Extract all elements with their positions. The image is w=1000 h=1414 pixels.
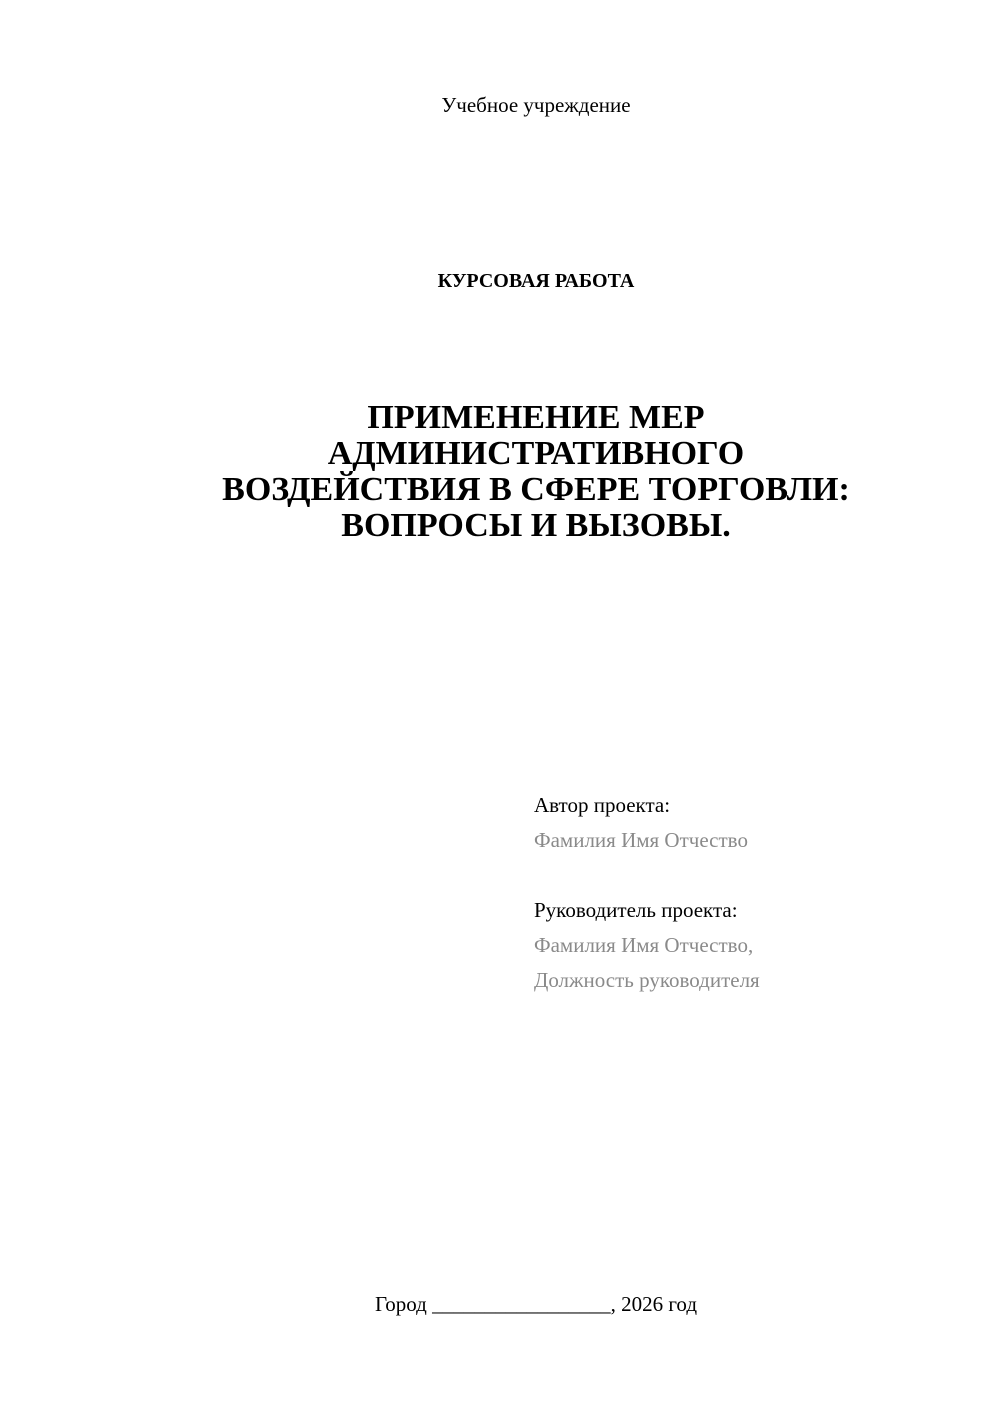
document-title	[150, 400, 922, 544]
title-line-2: АДМИНИСТРАТИВНОГО	[327, 435, 745, 472]
author-label: Автор проекта:	[534, 793, 671, 817]
document-type: КУРСОВАЯ РАБОТА	[437, 270, 635, 292]
supervisor-block	[534, 893, 974, 998]
institution-name: Учебное учреждение	[441, 93, 631, 117]
city-label: Город	[374, 1292, 427, 1316]
author-name: Фамилия Имя Отчество	[534, 828, 748, 852]
supervisor-name: Фамилия Имя Отчество,	[534, 933, 754, 957]
supervisor-position: Должность руководителя	[534, 968, 760, 992]
title-line-3: ВОЗДЕЙСТВИЯ В СФЕРЕ ТОРГОВЛИ:	[222, 471, 850, 508]
author-block	[534, 788, 974, 858]
city-blank: _________________	[432, 1292, 611, 1316]
year-text: , 2026 год	[610, 1292, 698, 1316]
title-line-1: ПРИМЕНЕНИЕ МЕР	[367, 399, 705, 436]
supervisor-label: Руководитель проекта:	[534, 898, 738, 922]
title-line-4: ВОПРОСЫ И ВЫЗОВЫ.	[341, 507, 731, 544]
footer-city-year	[0, 1290, 1000, 1318]
